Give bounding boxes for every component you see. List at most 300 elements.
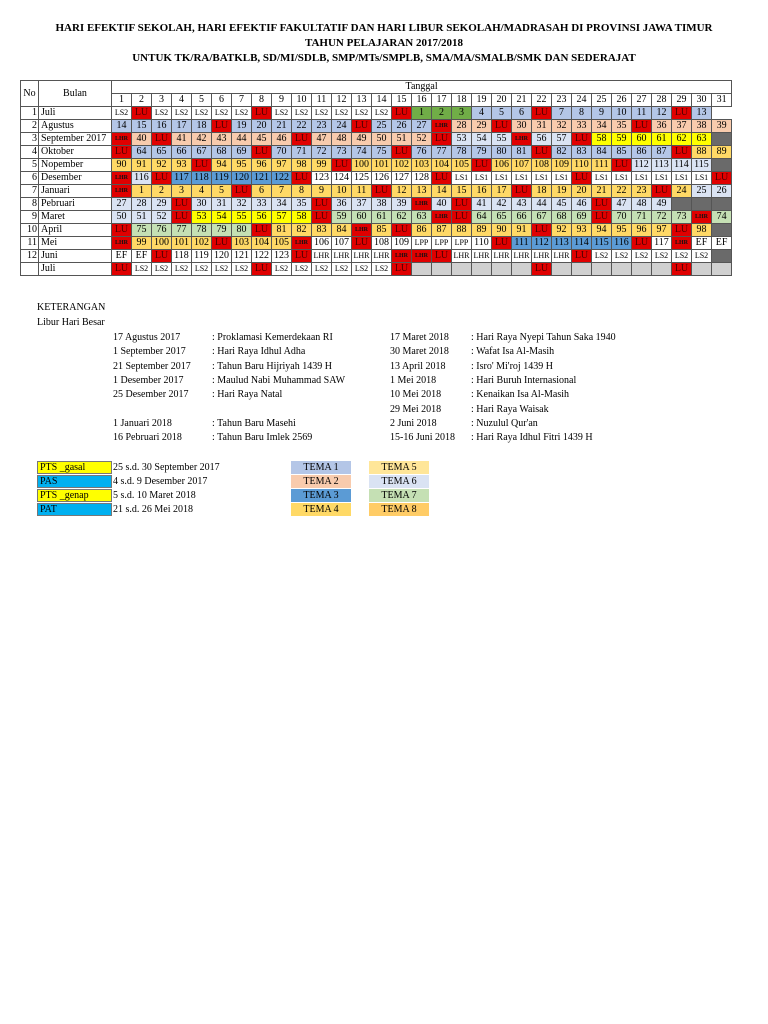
row-number: 2 [21, 120, 39, 133]
day-number-row [21, 94, 732, 107]
day-cell: 23 [312, 120, 332, 133]
month-name: Pebruari [39, 198, 112, 211]
day-cell: LS2 [672, 250, 692, 263]
day-cell [452, 263, 472, 276]
day-cell: 125 [352, 172, 372, 185]
day-cell: 12 [652, 107, 672, 120]
day-cell: 100 [152, 237, 172, 250]
day-cell: LU [392, 263, 412, 276]
day-cell: 19 [232, 120, 252, 133]
day-cell: 94 [212, 159, 232, 172]
day-cell: LHR [372, 250, 392, 263]
day-header-21: 21 [512, 94, 532, 107]
day-cell: 17 [492, 185, 512, 198]
month-row [21, 250, 732, 263]
holiday-date: 2 Juni 2018 [390, 417, 437, 429]
day-cell: LU [492, 120, 512, 133]
day-cell: LU [572, 172, 592, 185]
day-cell: LU [492, 237, 512, 250]
exam-date-range: 21 s.d. 26 Mei 2018 [113, 504, 193, 515]
day-cell: LU [672, 107, 692, 120]
holiday-description: : Tahun Baru Imlek 2569 [212, 432, 313, 444]
day-cell: 46 [572, 198, 592, 211]
day-cell: 72 [312, 146, 332, 159]
day-cell: 62 [392, 211, 412, 224]
day-cell: 25 [372, 120, 392, 133]
day-cell: 50 [112, 211, 132, 224]
day-cell: 8 [292, 185, 312, 198]
keterangan-subheading: Libur Hari Besar [37, 317, 105, 328]
day-cell: LU [612, 159, 632, 172]
holiday-description: : Hari Raya Natal [212, 389, 283, 401]
day-cell: 26 [712, 185, 732, 198]
row-number: 1 [21, 107, 39, 120]
day-cell: 122 [272, 172, 292, 185]
day-cell: 100 [352, 159, 372, 172]
holiday-date: 1 Mei 2018 [390, 374, 437, 386]
day-cell: 62 [672, 133, 692, 146]
holiday-date: 10 Mei 2018 [390, 389, 442, 401]
day-cell: 68 [212, 146, 232, 159]
day-cell: 56 [532, 133, 552, 146]
document-subtitle-levels: UNTUK TK/RA/BATKLB, SD/MI/SDLB, SMP/MTs/SMPLB, SMA/MA/SMALB/SMK DAN SEDERAJAT [132, 52, 636, 64]
day-cell: LS2 [212, 107, 232, 120]
day-cell: 108 [532, 159, 552, 172]
row-number: 11 [21, 237, 39, 250]
day-cell: LS2 [652, 250, 672, 263]
month-row [21, 107, 732, 120]
theme-swatch: TEMA 7 [369, 489, 429, 502]
day-cell: LS2 [372, 263, 392, 276]
day-cell: 108 [372, 237, 392, 250]
day-cell: LS1 [692, 172, 712, 185]
day-cell: LPP [432, 237, 452, 250]
month-row [21, 146, 732, 159]
day-header-22: 22 [532, 94, 552, 107]
day-cell: 52 [152, 211, 172, 224]
day-cell: 31 [212, 198, 232, 211]
day-cell: LHR [112, 237, 132, 250]
day-cell: LU [292, 133, 312, 146]
row-number: 3 [21, 133, 39, 146]
header-no: No [21, 81, 39, 107]
day-cell: 61 [372, 211, 392, 224]
holiday-date: 17 Agustus 2017 [113, 332, 181, 343]
day-cell: 5 [212, 185, 232, 198]
day-cell: EF [712, 237, 732, 250]
month-name: Maret [39, 211, 112, 224]
day-cell: 30 [192, 198, 212, 211]
holiday-description: : Hari Raya Waisak [471, 403, 549, 415]
day-cell: LU [212, 237, 232, 250]
day-cell: 123 [312, 172, 332, 185]
day-cell: 86 [632, 146, 652, 159]
day-cell: LS2 [212, 263, 232, 276]
day-header-7: 7 [232, 94, 252, 107]
month-row [21, 198, 732, 211]
day-cell: 75 [132, 224, 152, 237]
day-cell: 7 [272, 185, 292, 198]
day-header-15: 15 [392, 94, 412, 107]
day-cell: 121 [252, 172, 272, 185]
month-name: Mei [39, 237, 112, 250]
day-header-16: 16 [412, 94, 432, 107]
day-cell: LHR [452, 250, 472, 263]
day-cell: 92 [152, 159, 172, 172]
day-cell: 15 [132, 120, 152, 133]
holiday-description: : Tahun Baru Masehi [212, 417, 296, 429]
day-cell: LHR [112, 185, 132, 198]
day-header-18: 18 [452, 94, 472, 107]
day-cell: LU [392, 146, 412, 159]
holiday-date: 1 Desember 2017 [113, 374, 184, 386]
day-cell: 33 [252, 198, 272, 211]
month-name: Juli [39, 107, 112, 120]
day-cell: LS2 [192, 263, 212, 276]
day-cell: LHR [292, 237, 312, 250]
month-row [21, 172, 732, 185]
day-cell: LS1 [472, 172, 492, 185]
day-cell: LU [192, 159, 212, 172]
month-name: Nopember [39, 159, 112, 172]
day-header-26: 26 [612, 94, 632, 107]
day-cell: 21 [272, 120, 292, 133]
day-cell: 97 [272, 159, 292, 172]
day-cell: 45 [552, 198, 572, 211]
day-cell [692, 198, 712, 211]
day-cell: LU [472, 159, 492, 172]
day-cell: LS2 [372, 107, 392, 120]
day-cell: 20 [252, 120, 272, 133]
day-cell [612, 263, 632, 276]
day-cell: LHR [352, 224, 372, 237]
exam-label: PAS [37, 475, 112, 488]
day-cell: 78 [192, 224, 212, 237]
row-number: 8 [21, 198, 39, 211]
day-cell: 48 [332, 133, 352, 146]
day-cell: LU [432, 250, 452, 263]
day-cell: 65 [492, 211, 512, 224]
day-cell: LU [592, 211, 612, 224]
day-cell: 57 [272, 211, 292, 224]
day-cell: 110 [572, 159, 592, 172]
day-cell: 53 [452, 133, 472, 146]
day-cell: 124 [332, 172, 352, 185]
day-cell: 44 [532, 198, 552, 211]
row-number [21, 263, 39, 276]
day-cell: 40 [432, 198, 452, 211]
day-cell: 120 [232, 172, 252, 185]
day-cell: 15 [452, 185, 472, 198]
day-cell: 119 [212, 172, 232, 185]
day-cell: 27 [112, 198, 132, 211]
day-cell: 55 [492, 133, 512, 146]
day-cell: 41 [172, 133, 192, 146]
day-cell: 105 [452, 159, 472, 172]
day-cell: 28 [452, 120, 472, 133]
day-cell: 109 [392, 237, 412, 250]
day-cell: 34 [592, 120, 612, 133]
day-cell: LS2 [332, 263, 352, 276]
day-cell: 85 [372, 224, 392, 237]
month-name: September 2017 [39, 133, 112, 146]
day-cell [592, 263, 612, 276]
day-cell: 83 [572, 146, 592, 159]
day-header-8: 8 [252, 94, 272, 107]
theme-swatch: TEMA 3 [291, 489, 351, 502]
day-cell: 46 [272, 133, 292, 146]
day-cell: 6 [512, 107, 532, 120]
day-header-2: 2 [132, 94, 152, 107]
day-cell: 91 [132, 159, 152, 172]
day-cell: LU [512, 185, 532, 198]
month-row [21, 237, 732, 250]
theme-swatch: TEMA 8 [369, 503, 429, 516]
day-cell: 77 [172, 224, 192, 237]
day-cell: 54 [212, 211, 232, 224]
day-cell [572, 263, 592, 276]
row-number: 4 [21, 146, 39, 159]
day-cell: 105 [272, 237, 292, 250]
day-cell: LS1 [652, 172, 672, 185]
day-cell: LU [632, 237, 652, 250]
holiday-description: : Hari Raya Idhul Fitri 1439 H [471, 432, 593, 444]
month-name: Juni [39, 250, 112, 263]
day-cell: 87 [432, 224, 452, 237]
day-cell: 20 [572, 185, 592, 198]
day-cell: LS2 [152, 263, 172, 276]
day-header-4: 4 [172, 94, 192, 107]
day-cell: 104 [432, 159, 452, 172]
day-cell: LHR [392, 250, 412, 263]
day-cell: 80 [232, 224, 252, 237]
day-cell: 58 [592, 133, 612, 146]
day-cell: 1 [132, 185, 152, 198]
month-name: Juli [39, 263, 112, 276]
day-cell: 82 [292, 224, 312, 237]
day-cell: 90 [112, 159, 132, 172]
day-cell: 73 [672, 211, 692, 224]
holiday-date: 13 April 2018 [390, 360, 446, 372]
day-cell: 22 [612, 185, 632, 198]
day-cell: LHR [552, 250, 572, 263]
day-cell: 3 [172, 185, 192, 198]
day-cell: 51 [132, 211, 152, 224]
day-cell: LU [112, 263, 132, 276]
day-cell: 102 [392, 159, 412, 172]
holiday-description: : Proklamasi Kemerdekaan RI [212, 332, 333, 343]
day-header-13: 13 [352, 94, 372, 107]
day-cell: LS2 [692, 250, 712, 263]
day-cell: LHR [432, 120, 452, 133]
day-cell: 79 [212, 224, 232, 237]
day-cell: 106 [492, 159, 512, 172]
day-cell: LS2 [612, 250, 632, 263]
day-cell [512, 263, 532, 276]
day-cell: 44 [232, 133, 252, 146]
day-header-27: 27 [632, 94, 652, 107]
day-cell [472, 263, 492, 276]
day-cell: 9 [592, 107, 612, 120]
day-cell: LU [332, 159, 352, 172]
day-cell: 123 [272, 250, 292, 263]
day-cell: 59 [612, 133, 632, 146]
day-header-23: 23 [552, 94, 572, 107]
day-cell: 77 [432, 146, 452, 159]
day-cell: 104 [252, 237, 272, 250]
day-cell: LS2 [352, 263, 372, 276]
day-cell: 4 [472, 107, 492, 120]
day-cell: 13 [412, 185, 432, 198]
day-cell: 112 [532, 237, 552, 250]
day-cell: 63 [692, 133, 712, 146]
day-cell: 14 [112, 120, 132, 133]
day-cell: 65 [152, 146, 172, 159]
day-cell: 26 [392, 120, 412, 133]
day-cell: 111 [512, 237, 532, 250]
day-cell: LHR [432, 211, 452, 224]
day-cell: LU [212, 120, 232, 133]
day-cell: 89 [472, 224, 492, 237]
day-cell: 16 [152, 120, 172, 133]
day-cell: 117 [172, 172, 192, 185]
day-cell: 28 [132, 198, 152, 211]
day-cell: LS2 [272, 263, 292, 276]
day-cell: 47 [312, 133, 332, 146]
day-cell: 51 [392, 133, 412, 146]
day-cell: LS1 [512, 172, 532, 185]
day-cell: 74 [712, 211, 732, 224]
day-cell: 31 [532, 120, 552, 133]
day-cell: LU [532, 263, 552, 276]
holiday-description: : Hari Raya Nyepi Tahun Saka 1940 [471, 332, 616, 343]
holiday-date: 17 Maret 2018 [390, 332, 449, 343]
theme-swatch: TEMA 1 [291, 461, 351, 474]
day-cell: 29 [472, 120, 492, 133]
day-cell [552, 263, 572, 276]
day-cell: LU [592, 198, 612, 211]
day-header-12: 12 [332, 94, 352, 107]
day-cell: 41 [472, 198, 492, 211]
day-cell: 96 [252, 159, 272, 172]
day-cell [712, 250, 732, 263]
day-cell: 39 [712, 120, 732, 133]
day-cell: 45 [252, 133, 272, 146]
day-header-31: 31 [712, 94, 732, 107]
day-cell: LHR [672, 237, 692, 250]
day-cell: LS2 [232, 107, 252, 120]
day-cell: 118 [172, 250, 192, 263]
day-cell: 53 [192, 211, 212, 224]
day-cell: LU [572, 133, 592, 146]
day-cell: 37 [352, 198, 372, 211]
day-cell: 102 [192, 237, 212, 250]
day-cell: LS1 [592, 172, 612, 185]
day-cell: 6 [252, 185, 272, 198]
day-cell: 76 [152, 224, 172, 237]
day-cell: 103 [412, 159, 432, 172]
row-number: 5 [21, 159, 39, 172]
day-cell: LHR [352, 250, 372, 263]
day-cell: LU [452, 211, 472, 224]
day-cell: 96 [632, 224, 652, 237]
day-cell: 5 [492, 107, 512, 120]
day-cell: 80 [492, 146, 512, 159]
day-cell: 92 [552, 224, 572, 237]
day-cell: 24 [672, 185, 692, 198]
day-cell: 101 [372, 159, 392, 172]
holiday-description: : Nuzulul Qur'an [471, 417, 538, 429]
day-cell: 55 [232, 211, 252, 224]
day-cell: LU [152, 172, 172, 185]
day-cell: 72 [652, 211, 672, 224]
day-header-9: 9 [272, 94, 292, 107]
day-header-10: 10 [292, 94, 312, 107]
day-cell: LS2 [632, 250, 652, 263]
day-cell: LU [252, 146, 272, 159]
day-cell: 19 [552, 185, 572, 198]
day-cell: LS2 [292, 263, 312, 276]
day-cell: LHR [512, 133, 532, 146]
day-cell: LS2 [192, 107, 212, 120]
day-cell: 10 [612, 107, 632, 120]
day-cell: 71 [292, 146, 312, 159]
day-cell: 11 [632, 107, 652, 120]
row-number: 7 [21, 185, 39, 198]
day-cell: 11 [352, 185, 372, 198]
day-cell: 67 [192, 146, 212, 159]
day-cell: 25 [692, 185, 712, 198]
holiday-description: : Maulud Nabi Muhammad SAW [212, 374, 346, 386]
day-cell: 42 [192, 133, 212, 146]
day-cell: 88 [692, 146, 712, 159]
day-cell: LU [352, 120, 372, 133]
day-cell: 32 [232, 198, 252, 211]
day-cell: 42 [492, 198, 512, 211]
theme-swatch: TEMA 2 [291, 475, 351, 488]
day-cell: 47 [612, 198, 632, 211]
day-cell: LU [292, 172, 312, 185]
theme-swatch: TEMA 5 [369, 461, 429, 474]
day-cell: 52 [412, 133, 432, 146]
day-header-17: 17 [432, 94, 452, 107]
day-cell [632, 263, 652, 276]
day-cell: 85 [612, 146, 632, 159]
day-cell: 95 [612, 224, 632, 237]
day-cell: 114 [572, 237, 592, 250]
month-name: Januari [39, 185, 112, 198]
day-cell: 111 [592, 159, 612, 172]
day-cell: 91 [512, 224, 532, 237]
day-cell: 107 [512, 159, 532, 172]
day-cell: 68 [552, 211, 572, 224]
day-cell: 115 [592, 237, 612, 250]
month-row [21, 224, 732, 237]
day-cell: LU [352, 237, 372, 250]
day-cell: 95 [232, 159, 252, 172]
day-cell: 43 [212, 133, 232, 146]
day-cell: 90 [492, 224, 512, 237]
holiday-date: 21 September 2017 [113, 360, 191, 372]
holiday-date: 15-16 Juni 2018 [390, 432, 455, 444]
day-cell: LU [172, 211, 192, 224]
day-cell: LHR [112, 133, 132, 146]
day-cell: LS1 [672, 172, 692, 185]
day-cell: 32 [552, 120, 572, 133]
day-cell: 97 [652, 224, 672, 237]
day-cell: 50 [372, 133, 392, 146]
day-cell: LS2 [352, 107, 372, 120]
